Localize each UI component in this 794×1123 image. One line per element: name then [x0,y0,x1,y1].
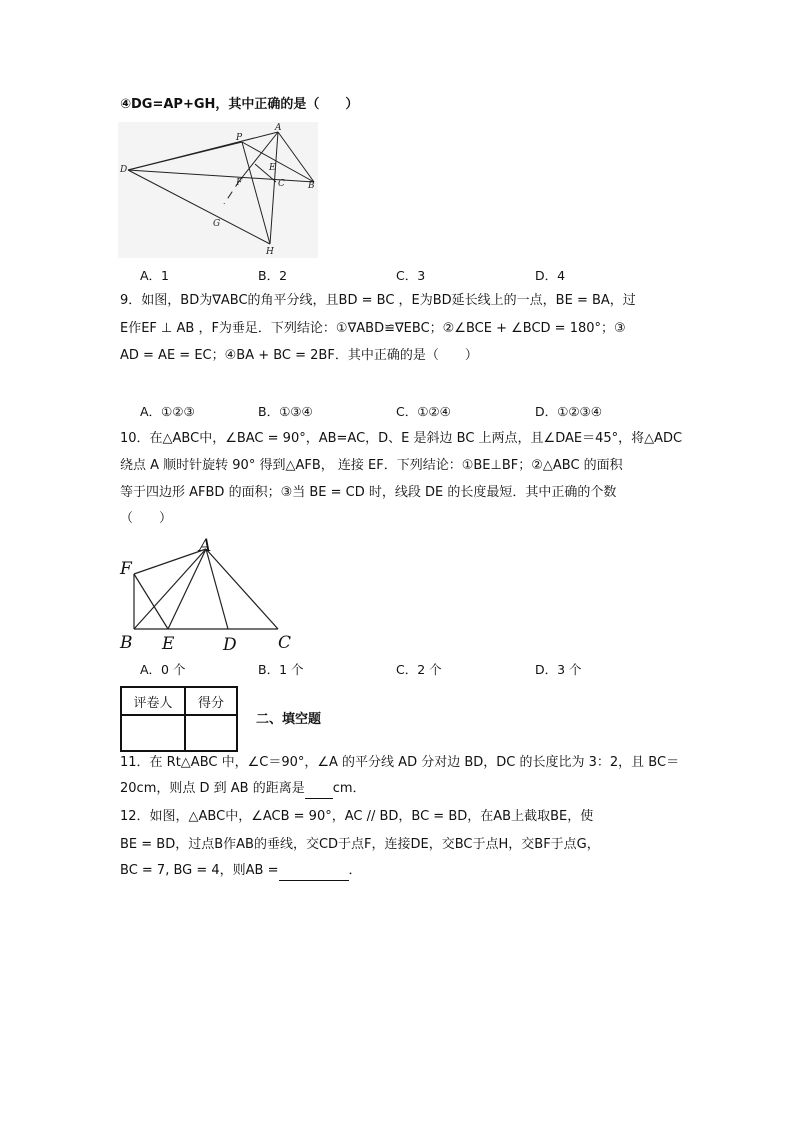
q8-label-H: H [266,247,274,257]
q12-answer-blank[interactable] [279,862,349,881]
q12-line3-post: ． [348,863,362,878]
q10-line1: 10．在△ABC中，∠BAC = 90°，AB=AC，D、E 是斜边 BC 上两点，且∠DAE＝45°，将△ADC [120,431,683,446]
q8-label-D: D [120,165,128,175]
q12-line2: BE = BD，过点B作AB的垂线，交CD于点F，连接DE，交BC于点H，交BF于点G， [120,837,600,852]
q10-figure [116,536,296,654]
q9-option-b: B．①③④ [258,404,313,419]
q10-label-B: B [120,633,133,653]
q10-label-F: F [120,559,132,579]
q9-option-c: C．①②④ [396,404,451,419]
q8-label-F: F [236,178,243,188]
q8-option-d: D．4 [535,268,566,283]
segment-AE [168,549,206,629]
q9-option-a: A．①②③ [140,404,195,419]
q10-label-D: D [223,635,237,654]
q11-line2-pre: 20cm，则点 D 到 AB 的距离是 [120,781,305,796]
q10-label-A: A [199,536,212,556]
grader-header: 评卷人 [121,687,185,715]
q12-line1: 12．如图，△ABC中，∠ACB = 90°，AC // BD，BC = BD，在AB上截取BE，使 [120,809,594,824]
q11-line2 [120,780,366,799]
q8-option-b: B．2 [258,268,288,283]
q11-answer-blank[interactable] [305,780,333,799]
q12-line3 [120,862,362,881]
score-cell[interactable] [185,715,237,751]
q8-option-c: C．3 [396,268,426,283]
q8-tail: ④DG=AP+GH，其中正确的是（ ） [120,97,359,112]
q8-label-C: C [278,179,285,189]
q8-label-A: A [275,123,282,133]
q9-option-d: D．①②③④ [535,404,602,419]
q9-line3: AD = AE = EC；④BA + BC = 2BF．其中正确的是（ ） [120,348,478,363]
q10-line2: 绕点 A 顺时针旋转 90° 得到△AFB， 连接 EF．下列结论：①BE⊥BF；②△ABC 的面积 [120,458,623,473]
q8-option-a: A．1 [140,268,170,283]
q10-label-E: E [162,634,175,654]
q10-option-b: B．1 个 [258,662,304,677]
q8-figure [118,122,318,258]
q9-line2: E作EF ⊥ AB ，F为垂足．下列结论：①∇ABD≌∇EBC；②∠BCE + ∠BCD = 180°；③ [120,321,626,336]
q10-option-d: D．3 个 [535,662,582,677]
section-title: 二、填空题 [256,712,322,727]
q11-line1: 11．在 Rt△ABC 中，∠C＝90°，∠A 的平分线 AD 分对边 BD，DC 的长度比为 3：2，且 BC＝ [120,755,680,770]
q8-label-P: P [236,133,243,143]
q10-option-a: A．0 个 [140,662,186,677]
q10-label-C: C [278,633,292,653]
grader-cell[interactable] [121,715,185,751]
grader-table [120,686,238,752]
q11-line2-post: cm． [332,781,366,796]
q8-label-G: G [213,219,221,229]
q10-line4: （ ） [120,511,173,526]
q8-label-E: E [269,163,276,173]
segment-FE [134,574,168,629]
q12-line3-pre: BC = 7, BG = 4，则AB = [120,863,279,878]
q9-line1: 9．如图，BD为∇ABC的角平分线，且BD = BC ，E为BD延长线上的一点，BE = BA，过 [120,293,636,308]
score-header: 得分 [185,687,237,715]
q10-line3: 等于四边形 AFBD 的面积；③当 BE = CD 时，线段 DE 的长度最短．其中正确的个数 [120,485,617,500]
q10-option-c: C．2 个 [396,662,442,677]
q8-label-B: B [308,181,315,191]
